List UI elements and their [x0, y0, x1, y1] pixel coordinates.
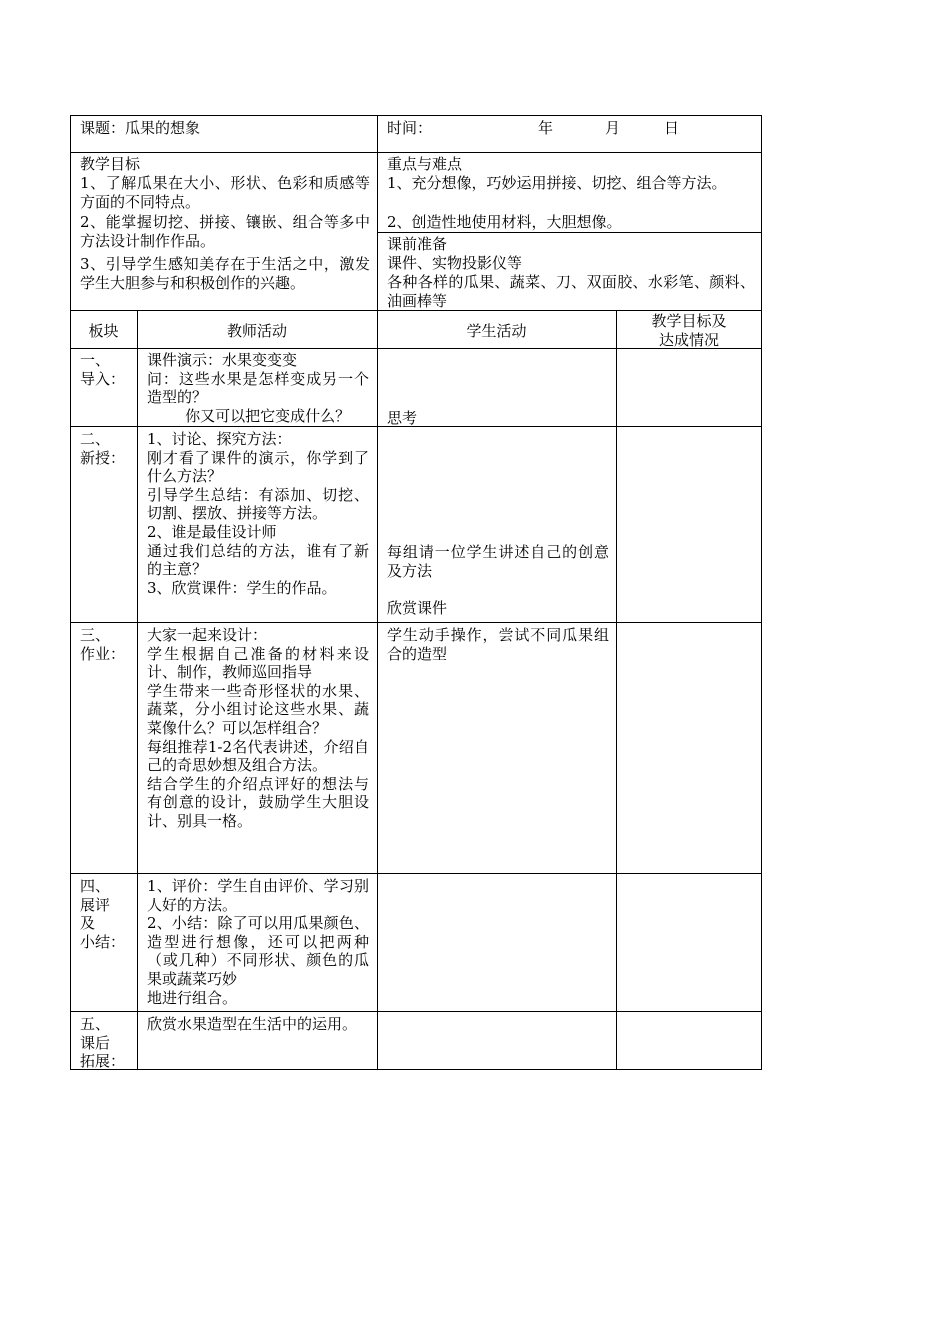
keypoint-item-1: 1、充分想像，巧妙运用拼接、切挖、组合等方法。: [387, 174, 727, 192]
col-header-section: 板块: [88, 322, 119, 340]
row-2-teacher: 1、讨论、探究方法： 刚才看了课件的演示，你学到了什么方法？ 引导学生总结：有添加、切挖、切割、摆放、拼接等方法。 2、谁是最佳设计师 通过我们总结的方法，谁有了新的主意？ 3、欣赏课件：学生的作品。: [147, 430, 369, 597]
col-header-goal: 教学目标及 达成情况: [651, 312, 727, 349]
prep-title: 课前准备: [387, 235, 448, 253]
divider-row-4: [70, 1011, 762, 1012]
divider-col-1: [137, 310, 138, 1070]
row-3-section: 三、 作业：: [80, 626, 126, 663]
row-5-teacher: 欣赏水果造型在生活中的运用。: [147, 1015, 358, 1033]
goal-item-2: 2、能掌握切挖、拼接、镶嵌、组合等多中方法设计制作作品。: [80, 213, 370, 250]
col-header-teacher: 教师活动: [226, 322, 287, 340]
goal-item-3: 3、引导学生感知美存在于生活之中，激发学生大胆参与和积极创作的兴趣。: [80, 255, 370, 292]
row-4-teacher: 1、评价：学生自由评价、学习别人好的方法。 2、小结：除了可以用瓜果颜色、造型进行想像，还可以把两种（或几种）不同形状、颜色的瓜果或蔬菜巧妙 地进行组合。: [147, 877, 369, 1007]
divider-col-3: [616, 310, 617, 1070]
time-month: 月: [605, 119, 621, 137]
col-header-student: 学生活动: [466, 322, 527, 340]
goal-item-1: 1、了解瓜果在大小、形状、色彩和质感等方面的不同特点。: [80, 174, 370, 211]
row-3-student: 学生动手操作，尝试不同瓜果组合的造型: [387, 626, 609, 663]
lesson-topic: 课题：瓜果的想象: [80, 119, 201, 137]
prep-item-2: 各种各样的瓜果、蔬菜、刀、双面胶、水彩笔、颜料、油画棒等: [387, 273, 755, 310]
divider-header-middle: [377, 115, 378, 310]
row-3-teacher: 大家一起来设计： 学生根据自己准备的材料来设计、制作，教师巡回指导 学生带来一些奇形怪状的水果、蔬菜，分小组讨论这些水果、蔬菜像什么？可以怎样组合？ 每组推荐1-2名代表讲述，介绍自己的奇思妙想及组合方法。 结合学生的介绍点评好的想法与有创意的设计，鼓励学生大胆设计、别具一格。: [147, 626, 369, 830]
time-label: 时间：: [387, 119, 433, 137]
row-5-section: 五、 课后 拓展：: [80, 1015, 126, 1071]
keypoints-title: 重点与难点: [387, 155, 463, 173]
row-1-teacher: 课件演示：水果变变变 问：这些水果是怎样变成另一个造型的？ 你又可以把它变成什么？: [147, 351, 369, 425]
row-1-student: 思考: [387, 409, 418, 427]
divider-keypoints-prep: [377, 232, 762, 233]
row-2-student: 每组请一位学生讲述自己的创意及方法 欣赏课件: [387, 543, 609, 617]
divider-row-2: [70, 622, 762, 623]
prep-item-1: 课件、实物投影仪等: [387, 254, 523, 272]
divider-header: [70, 152, 762, 153]
row-2-section: 二、 新授：: [80, 430, 126, 467]
keypoint-item-2: 2、创造性地使用材料，大胆想像。: [387, 213, 622, 231]
goals-title: 教学目标: [80, 155, 141, 173]
divider-col-2: [377, 310, 378, 1070]
row-4-section: 四、 展评 及 小结：: [80, 877, 126, 951]
row-1-section: 一、 导入：: [80, 351, 126, 388]
divider-row-3: [70, 873, 762, 874]
time-year: 年: [538, 119, 554, 137]
time-day: 日: [664, 119, 680, 137]
